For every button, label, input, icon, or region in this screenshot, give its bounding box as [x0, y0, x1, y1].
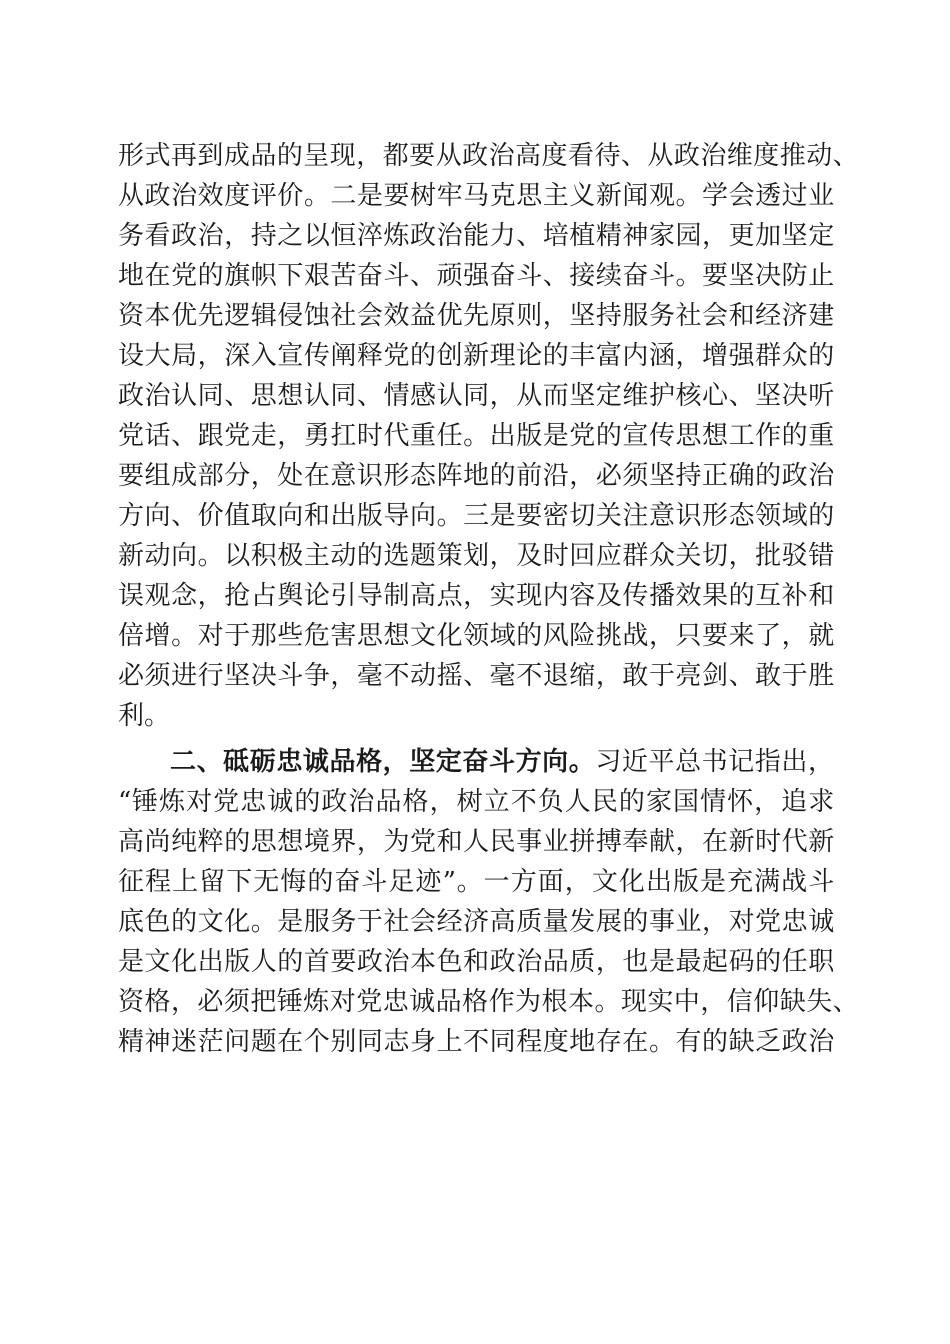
text-line: 形 式 再 到 成 品 的 呈 现 ， 都 要 从 政 治 高 度 看 待 、 从 政 治 维 度 推 动 、	[118, 141, 859, 171]
heading-continuation: 习近平总书记指出，	[595, 747, 834, 777]
text-line: 高 尚 纯 粹 的 思 想 境 界 ， 为 党 和 人 民 事 业 拼 搏 奉 献 ， 在 新 时 代 新	[118, 827, 835, 857]
text-line: 精 神 迷 茫 问 题 在 个 别 同 志 身 上 不 同 程 度 地 存 在 。 有 的 缺 乏 政 治	[118, 1027, 835, 1057]
document-body	[118, 136, 859, 1062]
paragraph-2	[118, 742, 859, 1062]
text-line: 资 本 优 先 逻 辑 侵 蚀 社 会 效 益 优 先 原 则 ， 坚 持 服 务 社 会 和 经 济 建	[118, 301, 835, 331]
text-line: 地 在 党 的 旗 帜 下 艰 苦 奋 斗 、 顽 强 奋 斗 、 接 续 奋 斗 。 要 坚 决 防 止	[118, 261, 835, 291]
text-line: 误 观 念 ， 抢 占 舆 论 引 导 制 高 点 ， 实 现 内 容 及 传 播 效 果 的 互 补 和	[118, 581, 835, 611]
text-line: 资 格 ， 必 须 把 锤 炼 对 党 忠 诚 品 格 作 为 根 本 。 现 实 中 ， 信 仰 缺 失 、	[118, 987, 859, 1017]
text-line: 务 看 政 治 ， 持 之 以 恒 淬 炼 政 治 能 力 、 培 植 精 神 家 园 ， 更 加 坚 定	[118, 221, 835, 251]
text-line: 要 组 成 部 分 ， 处 在 意 识 形 态 阵 地 的 前 沿 ， 必 须 坚 持 正 确 的 政 治	[118, 461, 835, 491]
text-line: 必 须 进 行 坚 决 斗 争 ， 毫 不 动 摇 、 毫 不 退 缩 ， 敢 于 亮 剑 、 敢 于 胜	[118, 661, 835, 691]
section-heading: 二、砥砺忠诚品格，坚定奋斗方向。	[170, 747, 596, 777]
text-line: 党 话 、 跟 党 走 ， 勇 扛 时 代 重 任 。 出 版 是 党 的 宣 传 思 想 工 作 的 重	[118, 421, 835, 451]
text-line: “ 锤 炼 对 党 忠 诚 的 政 治 品 格 ， 树 立 不 负 人 民 的 家 国 情 怀 ， 追 求	[118, 787, 835, 817]
text-line: 政 治 认 同 、 思 想 认 同 、 情 感 认 同 ， 从 而 坚 定 维 护 核 心 、 坚 决 听	[118, 381, 835, 411]
paragraph-2-first-line	[118, 742, 834, 782]
text-line: 倍 增 。 对 于 那 些 危 害 思 想 文 化 领 域 的 风 险 挑 战 ， 只 要 来 了 ， 就	[118, 621, 835, 651]
text-line: 是 文 化 出 版 人 的 首 要 政 治 本 色 和 政 治 品 质 ， 也 是 最 起 码 的 任 职	[118, 947, 835, 977]
text-line: 设 大 局 ， 深 入 宣 传 阐 释 党 的 创 新 理 论 的 丰 富 内 涵 ， 增 强 群 众 的	[118, 341, 835, 371]
text-line: 从 政 治 效 度 评 价 。 二 是 要 树 牢 马 克 思 主 义 新 闻 观 。 学 会 透 过 业	[118, 181, 835, 211]
paragraph-1	[118, 136, 859, 736]
text-line: 征 程 上 留 下 无 悔 的 奋 斗 足 迹 ” 。 一 方 面 ， 文 化 出 版 是 充 满 战 斗	[118, 867, 835, 897]
text-line: 利。	[118, 701, 171, 731]
text-line: 方 向 、 价 值 取 向 和 出 版 导 向 。 三 是 要 密 切 关 注 意 识 形 态 领 域 的	[118, 501, 835, 531]
text-line: 底 色 的 文 化 。 是 服 务 于 社 会 经 济 高 质 量 发 展 的 事 业 ， 对 党 忠 诚	[118, 907, 835, 937]
text-line: 新 动 向 。 以 积 极 主 动 的 选 题 策 划 ， 及 时 回 应 群 众 关 切 ， 批 驳 错	[118, 541, 835, 571]
